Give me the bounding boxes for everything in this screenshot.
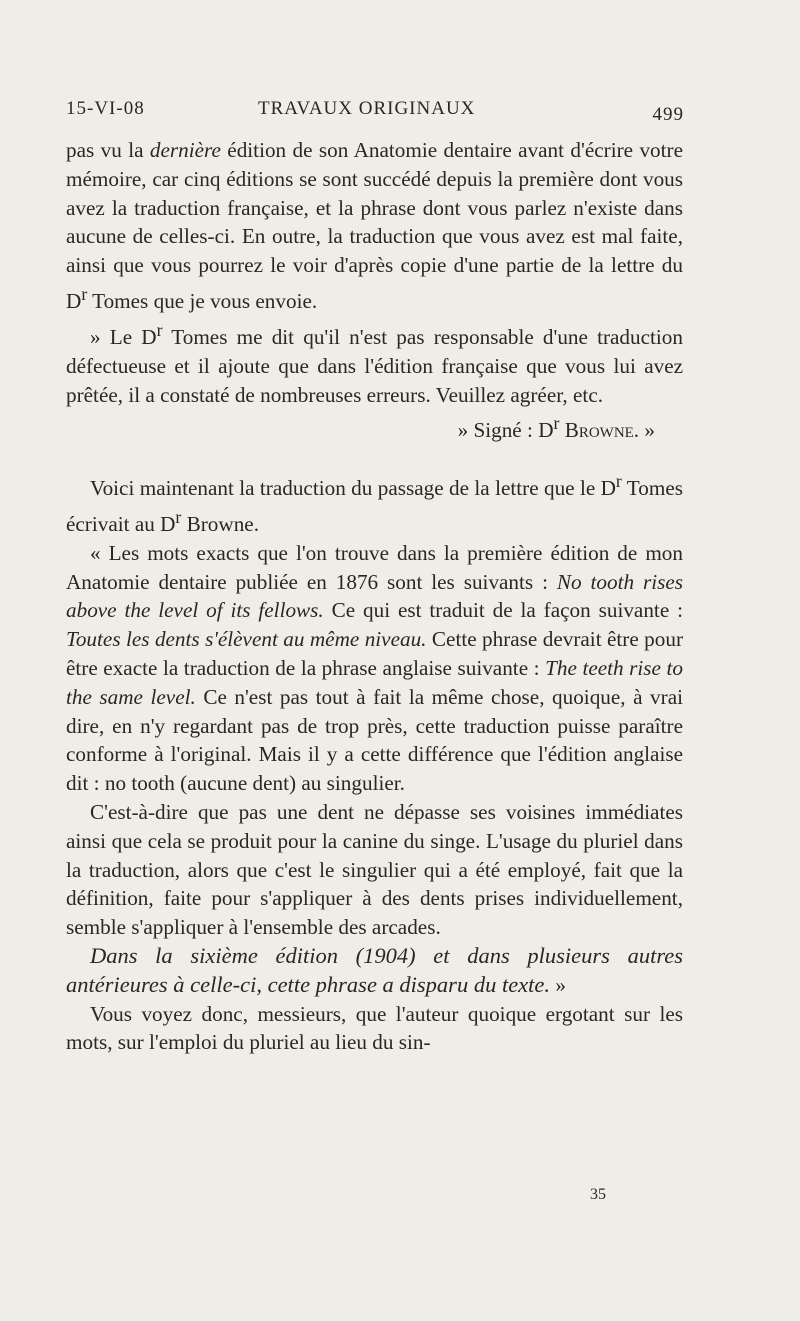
superscript: r xyxy=(81,283,88,304)
superscript: r xyxy=(175,507,182,528)
italic-text: dernière xyxy=(149,138,221,162)
header-section-title: TRAVAUX ORIGINAUX xyxy=(258,98,476,119)
text-run: » xyxy=(550,972,566,997)
text-run: Tomes que je vous envoie. xyxy=(87,289,318,314)
paragraph xyxy=(66,316,683,409)
superscript: r xyxy=(615,471,622,492)
signature-mark: 35 xyxy=(590,1186,606,1203)
text-run: » Signé : D xyxy=(457,418,554,443)
signature-line xyxy=(66,409,683,445)
italic-quote: Toutes les dents s'élèvent au même niveau. xyxy=(66,627,427,652)
text-run: édition de son Anatomie dentaire avant d'écrire votre mémoire, car cinq éditions se sont succédé depuis la première dont vous avez la traduction française, et la phrase dont vous parlez n'existe dans aucune de celles-ci. En outre, la traduction que vous avez est mal faite, ainsi que vous pourrez le voir d'après copie d'une partie de la lettre du D xyxy=(66,138,683,314)
text-run: Voici maintenant la traduction du passage de la lettre que le D xyxy=(90,476,616,501)
page-number: 499 xyxy=(652,104,684,125)
text-run: Browne. xyxy=(181,512,259,537)
superscript: r xyxy=(156,319,163,340)
paragraph xyxy=(66,136,683,316)
italic-quote: The teeth rise to the same level. xyxy=(66,656,683,709)
text-run: Ce n'est pas tout à fait la même chose, quoique, à vrai dire, en n'y regardant pas de trop près, cette traduction puisse paraître conforme à l'original. Mais il y a cette différence que l'édition anglaise dit : no tooth (aucune dent) au singulier. xyxy=(66,684,683,796)
text-run: Ce qui est traduit de la façon suivante : xyxy=(323,598,683,623)
paragraph xyxy=(66,467,683,539)
paragraph xyxy=(66,942,683,1000)
text-run: » Le D xyxy=(90,324,157,349)
paragraph: Vous voyez donc, messieurs, que l'auteur quoique ergotant sur les mots, sur l'emploi du pluriel au lieu du sin- xyxy=(66,1001,683,1055)
body-text xyxy=(66,136,683,1057)
text-run: Cette phrase devrait être pour être exacte la traduction de la phrase anglaise suivante : xyxy=(66,627,684,681)
italic-quote: No tooth rises above the level of its fellows. xyxy=(66,569,683,623)
text-run: « Les mots exacts que l'on trouve dans la première édition de mon Anatomie dentaire publiée en 1876 sont les suivants : xyxy=(66,540,683,594)
header-date: 15-VI-08 xyxy=(66,98,145,119)
paragraph xyxy=(66,539,683,798)
text-run: pas vu la xyxy=(66,138,150,162)
text-run: Tomes me dit qu'il n'est pas responsable d'une traduction défectueuse et il ajoute que dans l'édition française que vous lui avez prêtée, il a constaté de nombreuses erreurs. Veuillez agréer, etc. xyxy=(66,324,683,407)
text-run: Tomes écrivait au D xyxy=(66,476,683,537)
superscript: r xyxy=(553,413,560,434)
signature-name: Browne. » xyxy=(559,418,655,443)
italic-text: Dans la sixième édition (1904) et dans plusieurs autres antérieures à celle-ci, cette phrase a disparu du texte. xyxy=(66,943,683,997)
paragraph: C'est-à-dire que pas une dent ne dépasse ses voisines immédiates ainsi que cela se produit pour la canine du singe. L'usage du pluriel dans la traduction, alors que c'est le singulier qui a été employé, fait que la définition, faite pour s'appliquer à des dents prises individuellement, semble s'appliquer à l'ensemble des arcades. xyxy=(66,800,683,940)
running-header xyxy=(66,98,684,128)
